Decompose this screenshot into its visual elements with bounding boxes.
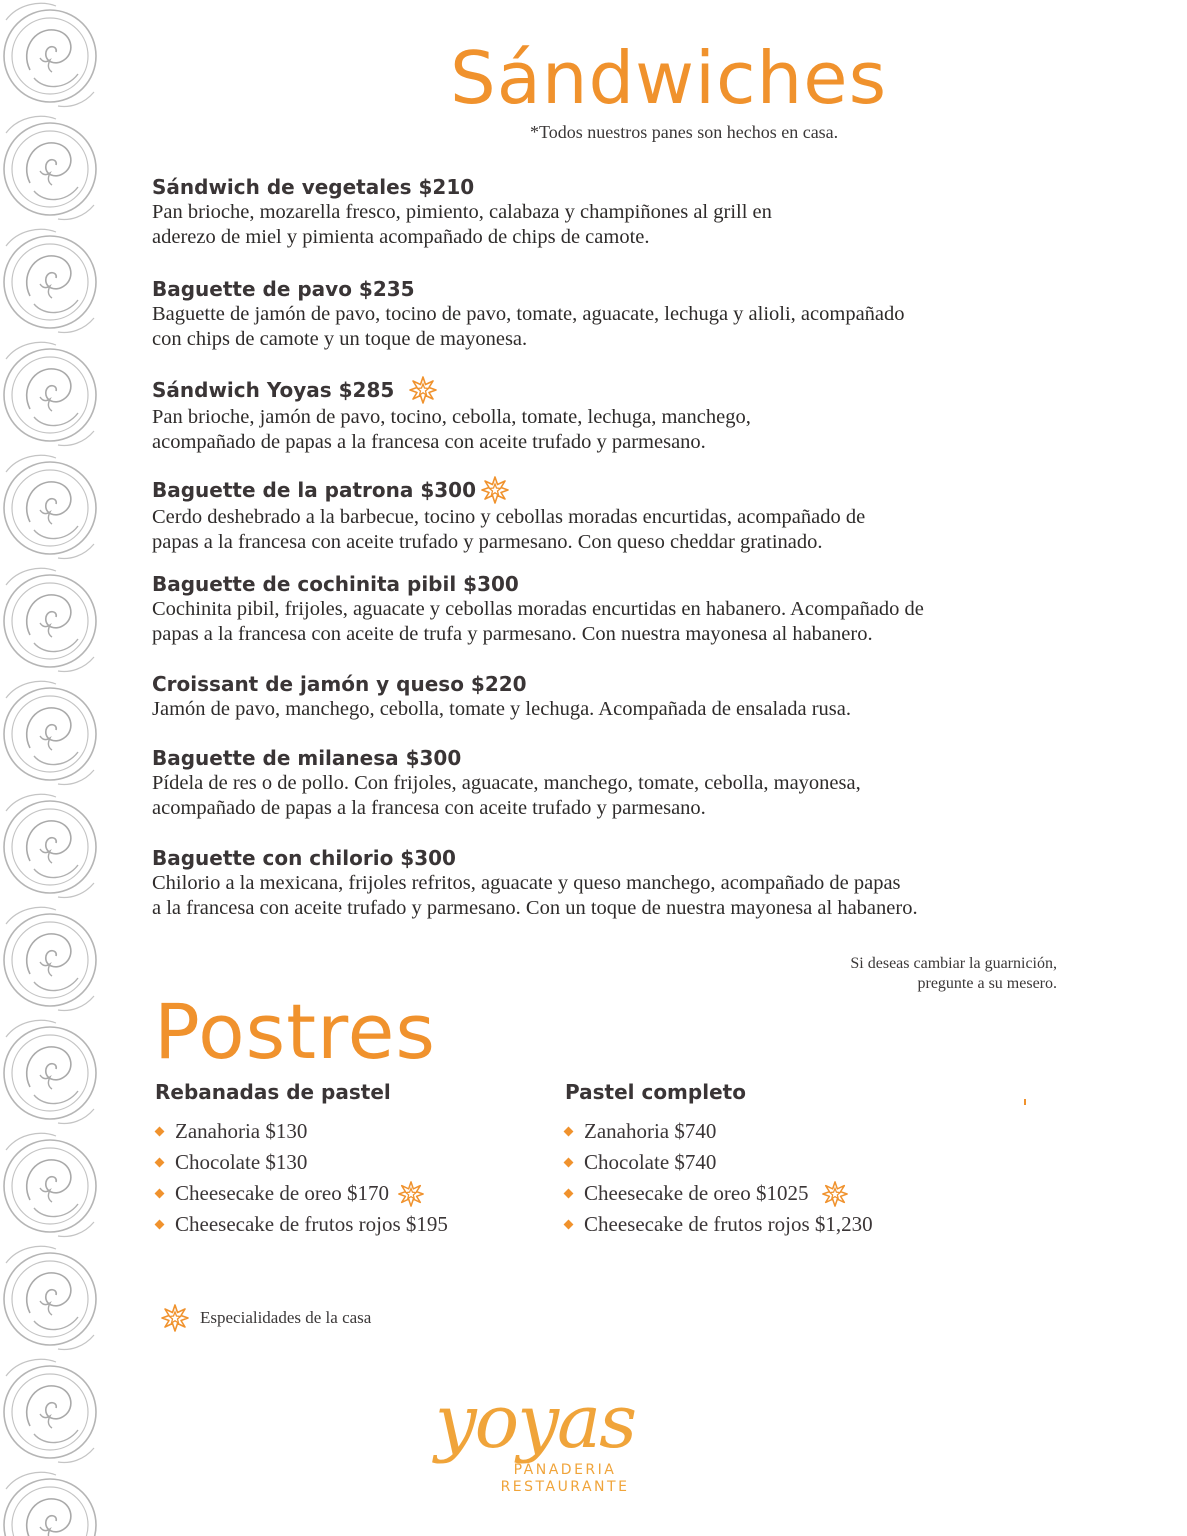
star-burst-icon bbox=[408, 375, 438, 405]
list-item: Cheesecake de frutos rojos $1,230 bbox=[564, 1209, 873, 1240]
item-description: Pan brioche, jamón de pavo, tocino, cebolla, tomate, lechuga, manchego, acompañado de papas a la francesa con aceite trufado y parmesano. bbox=[152, 406, 751, 453]
menu-item bbox=[152, 174, 1052, 250]
diamond-bullet-icon bbox=[564, 1220, 574, 1230]
logo-line-1: PANADERIA bbox=[513, 1462, 617, 1478]
menu-item bbox=[152, 276, 1052, 352]
bread-note: *Todos nuestros panes son hechos en casa. bbox=[530, 122, 839, 142]
list-item: Cheesecake de oreo $1025 bbox=[564, 1178, 873, 1209]
item-name: Baguette de cochinita pibil $300 bbox=[152, 572, 519, 596]
menu-item bbox=[152, 375, 1052, 455]
item-name: Baguette con chilorio $300 bbox=[152, 846, 456, 870]
diamond-bullet-icon bbox=[564, 1189, 574, 1199]
item-name: Croissant de jamón y queso $220 bbox=[152, 672, 527, 696]
star-burst-icon bbox=[480, 475, 510, 505]
diamond-bullet-icon bbox=[155, 1158, 165, 1168]
item-name: Sándwich de vegetales $210 bbox=[152, 175, 475, 199]
item-name: Baguette de milanesa $300 bbox=[152, 746, 462, 770]
item-description: Chilorio a la mexicana, frijoles refritos, aguacate y queso manchego, acompañado de papas a la francesa con aceite trufado y parmesano. Con un toque de nuestra mayonesa al habanero. bbox=[152, 872, 918, 919]
list-item: Cheesecake de frutos rojos $195 bbox=[155, 1209, 448, 1240]
diamond-bullet-icon bbox=[564, 1127, 574, 1137]
decorative-tick bbox=[1024, 1099, 1026, 1105]
item-description: Pan brioche, mozarella fresco, pimiento, calabaza y champiñones al grill en aderezo de miel y pimienta acompañado de chips de camote. bbox=[152, 201, 772, 248]
legend-text: Especialidades de la casa bbox=[200, 1308, 372, 1327]
item-description: Jamón de pavo, manchego, cebolla, tomate y lechuga. Acompañada de ensalada rusa. bbox=[152, 698, 852, 720]
menu-item bbox=[152, 745, 1052, 821]
brand-logo bbox=[420, 1379, 650, 1496]
logo-line-2: RESTAURANTE bbox=[500, 1479, 630, 1495]
section-title-sandwiches: Sándwiches bbox=[450, 36, 888, 120]
item-name: Baguette de la patrona $300 bbox=[152, 475, 1052, 505]
list-item: Chocolate $740 bbox=[564, 1147, 873, 1178]
legend bbox=[160, 1303, 371, 1333]
whole-cake-list bbox=[564, 1116, 873, 1240]
star-burst-icon bbox=[160, 1303, 190, 1333]
item-name: Baguette de pavo $235 bbox=[152, 277, 415, 301]
garnish-note: Si deseas cambiar la guarnición, pregunte a su mesero. bbox=[850, 955, 1057, 992]
item-description: Cerdo deshebrado a la barbecue, tocino y cebollas moradas encurtidas, acompañado de papas a la francesa con aceite trufado y parmesano. Con queso cheddar gratinado. bbox=[152, 506, 866, 553]
list-item: Zanahoria $130 bbox=[155, 1116, 448, 1147]
logo-wordmark: yoyas bbox=[434, 1379, 636, 1465]
menu-item bbox=[152, 671, 1052, 722]
slices-list bbox=[155, 1116, 448, 1240]
diamond-bullet-icon bbox=[155, 1220, 165, 1230]
star-burst-icon bbox=[821, 1180, 849, 1208]
item-description: Cochinita pibil, frijoles, aguacate y cebollas moradas encurtidas en habanero. Acompañado de papas a la francesa con aceite de trufa y parmesano. Con nuestra mayonesa al habanero. bbox=[152, 598, 924, 645]
decorative-border bbox=[0, 0, 100, 1536]
menu-item bbox=[152, 571, 1052, 647]
list-item: Zanahoria $740 bbox=[564, 1116, 873, 1147]
item-name: Sándwich Yoyas $285 bbox=[152, 375, 1052, 405]
item-description: Baguette de jamón de pavo, tocino de pavo, tomate, aguacate, lechuga y alioli, acompañado con chips de camote y un toque de mayonesa. bbox=[152, 303, 905, 350]
diamond-bullet-icon bbox=[155, 1189, 165, 1199]
menu-item bbox=[152, 845, 1052, 921]
slices-heading: Rebanadas de pastel bbox=[155, 1080, 391, 1104]
item-description: Pídela de res o de pollo. Con frijoles, aguacate, manchego, tomate, cebolla, mayonesa, acompañado de papas a la francesa con aceite trufado y parmesano. bbox=[152, 772, 861, 819]
section-title-postres: Postres bbox=[154, 987, 436, 1076]
whole-cake-heading: Pastel completo bbox=[565, 1080, 746, 1104]
star-burst-icon bbox=[397, 1180, 425, 1208]
list-item: Chocolate $130 bbox=[155, 1147, 448, 1178]
menu-item bbox=[152, 475, 1052, 555]
list-item: Cheesecake de oreo $170 bbox=[155, 1178, 448, 1209]
diamond-bullet-icon bbox=[564, 1158, 574, 1168]
diamond-bullet-icon bbox=[155, 1127, 165, 1137]
